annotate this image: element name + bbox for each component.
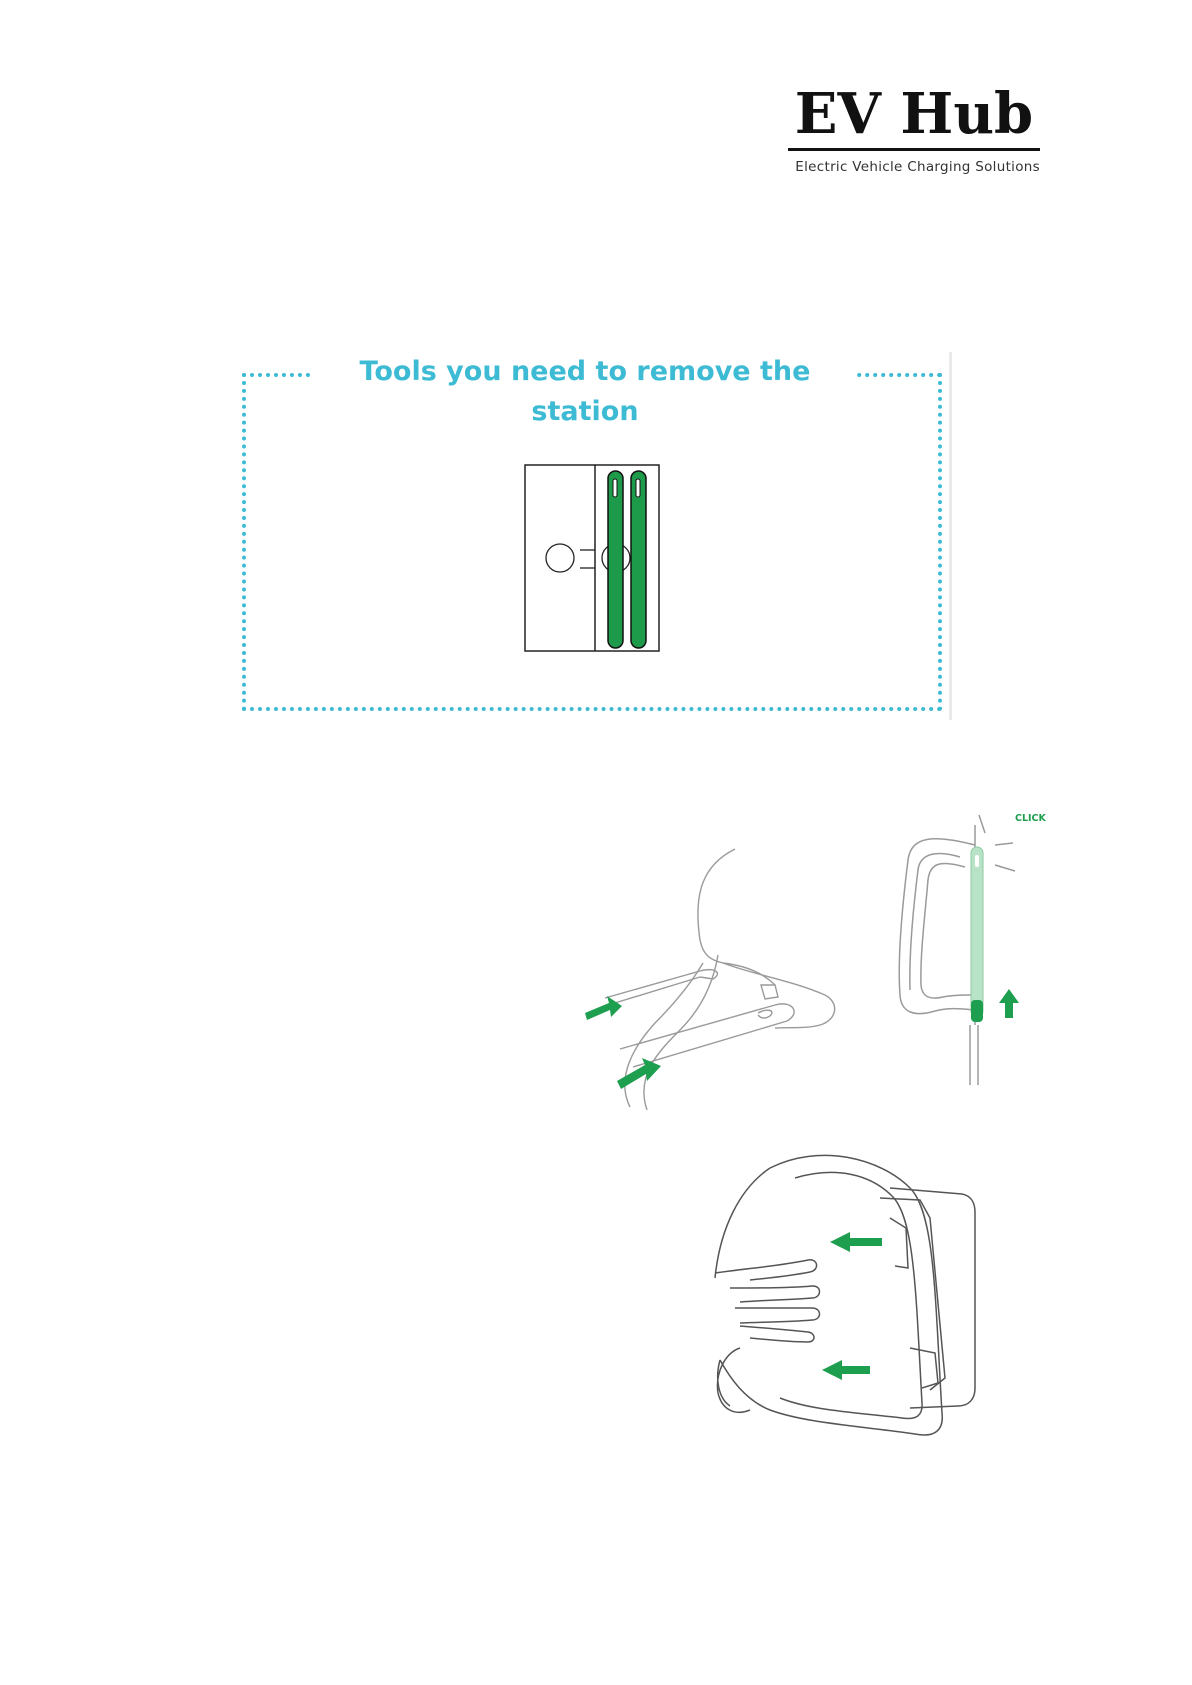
- brand-logo: [788, 81, 1040, 175]
- insert-release-tool-illustration: [575, 845, 860, 1115]
- tools-heading: Tools you need to remove the station: [314, 352, 856, 432]
- release-key-tool-icon: [524, 464, 660, 652]
- push-up-click-illustration: [875, 805, 1065, 1105]
- click-label: CLICK: [1015, 813, 1046, 824]
- logo-title: EV Hub: [794, 81, 1034, 147]
- box-right-edge: [949, 352, 952, 720]
- pull-station-off-illustration: [710, 1148, 985, 1440]
- logo-rule: [788, 148, 1040, 151]
- logo-subtitle: Electric Vehicle Charging Solutions: [795, 159, 1040, 175]
